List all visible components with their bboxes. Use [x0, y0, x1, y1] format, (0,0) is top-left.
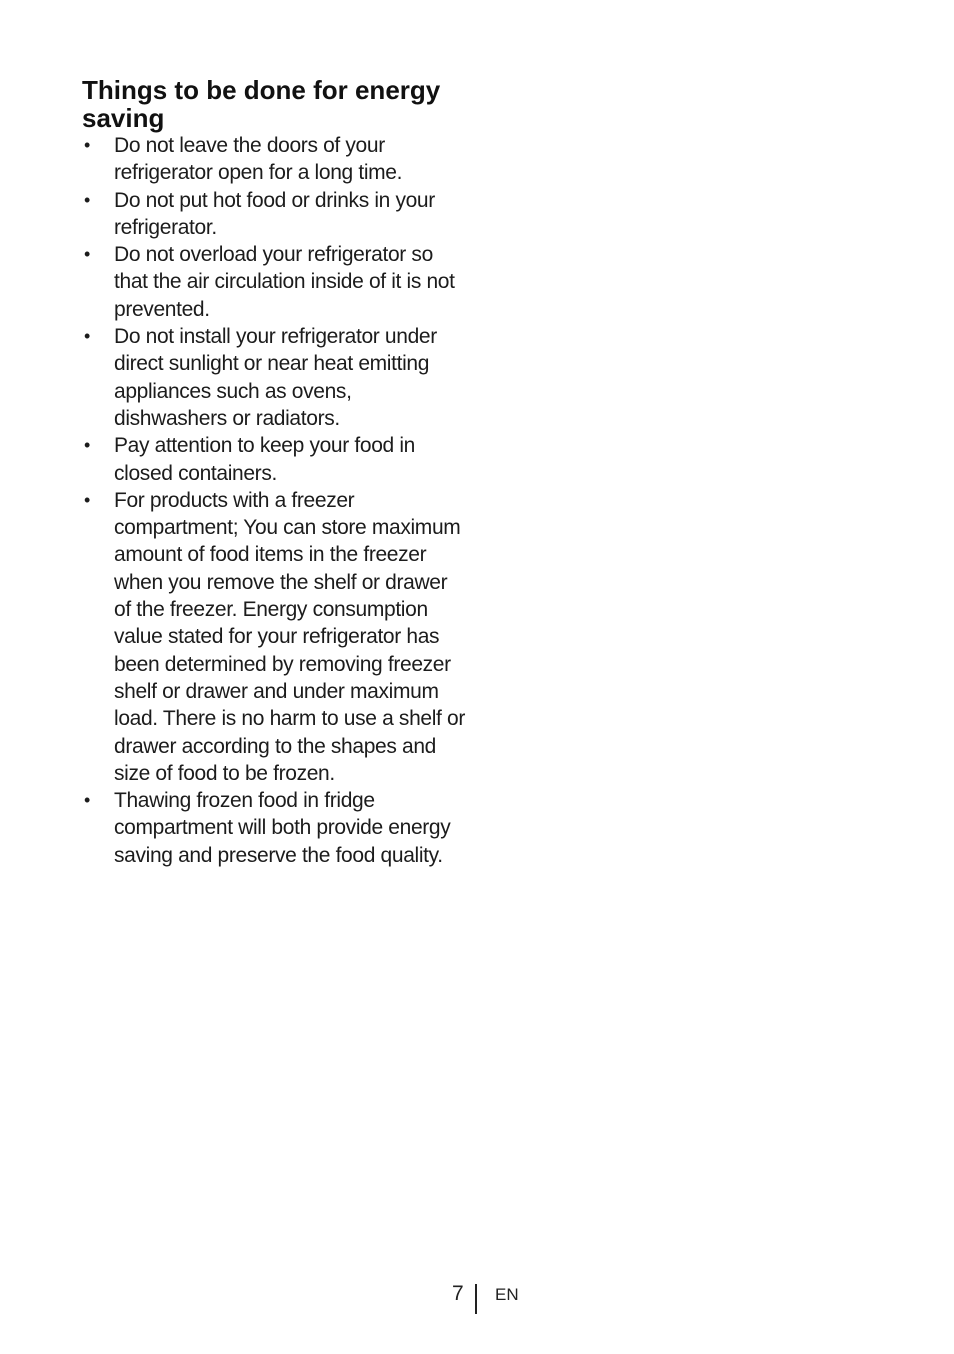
footer-divider — [475, 1284, 477, 1314]
bullet-icon: • — [84, 790, 90, 811]
list-item — [82, 241, 466, 323]
list-item — [82, 487, 466, 787]
list-item-text: Pay attention to keep your food in closed containers. — [114, 434, 415, 485]
list-item — [82, 187, 466, 242]
list-item-text: For products with a freezer compartment; You can store maximum amount of food items in the freezer when you remove the shelf or drawer of the freezer. Energy consumption value stated for your refrigerator has been determined by removing freezer shelf or drawer and under maximum load. There is no harm to use a shelf or drawer according to the shapes and size of food to be frozen. — [114, 488, 465, 785]
bullet-icon: • — [84, 189, 90, 210]
list-item-text: Thawing frozen food in fridge compartment will both provide energy saving and preserve the food quality. — [114, 789, 451, 867]
list-item-text: Do not put hot food or drinks in your refrigerator. — [114, 188, 435, 239]
page-footer — [0, 1280, 954, 1320]
list-item-text: Do not overload your refrigerator so that the air circulation inside of it is not prevented. — [114, 243, 455, 321]
list-item-text: Do not leave the doors of your refrigerator open for a long time. — [114, 134, 403, 185]
list-item — [82, 323, 466, 432]
list-item-text: Do not install your refrigerator under direct sunlight or near heat emitting appliances such as ovens, dishwashers or radiators. — [114, 325, 437, 430]
language-code: EN — [495, 1285, 519, 1304]
energy-tips-list — [82, 132, 482, 869]
bullet-icon: • — [84, 135, 90, 155]
section-heading: Things to be done for energy saving — [82, 75, 441, 133]
bullet-icon: • — [84, 489, 90, 510]
bullet-icon: • — [84, 326, 90, 347]
list-item — [82, 787, 466, 869]
bullet-icon: • — [84, 435, 90, 456]
list-item — [82, 432, 466, 487]
bullet-icon: • — [84, 244, 90, 265]
page-number: 7 — [452, 1282, 464, 1305]
list-item — [82, 132, 466, 187]
energy-saving-section — [82, 76, 482, 869]
